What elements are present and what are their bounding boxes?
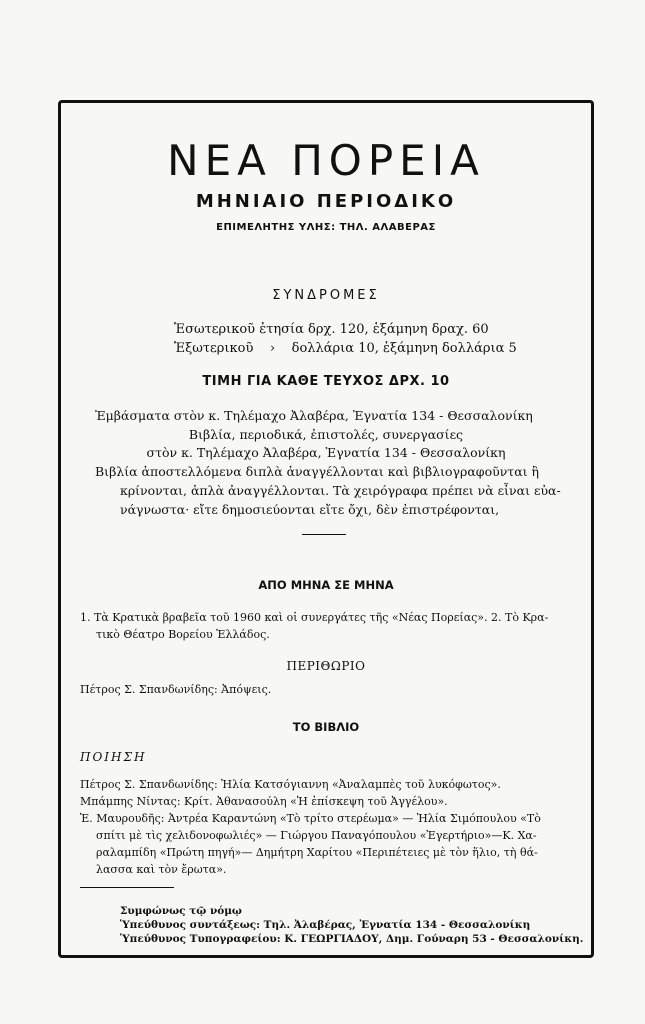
footer-printer-responsible: Ὑπεύθυνος Τυπογραφείου: Κ. ΓΕΩΡΓΙΑΔΟΥ, Δημ. Γούναρη 53 - Θεσσαλονίκη.: [120, 933, 584, 945]
footer-legal: Συμφώνως τῷ νόμῳ: [120, 905, 242, 917]
notice-line-4: Βιβλία ἀποστελλόμενα διπλὰ ἀναγγέλλονται καὶ βιβλιογραφοῦνται ἢ: [95, 464, 540, 479]
month-section-heading: ΑΠΟ ΜΗΝΑ ΣΕ ΜΗΝΑ: [258, 578, 394, 592]
subscription-abroad: Ἐξωτερικοῦ › δολλάρια 10, ἑξάμηνη δολλάρια 5: [174, 341, 517, 356]
poetry-line-1: Πέτρος Σ. Σπανδωνίδης: Ἡλία Κατσόγιαννη «Ἀναλαμπὲς τοῦ λυκόφωτος».: [80, 778, 501, 791]
poetry-line-5: ραλαμπίδη «Πρώτη πηγή»— Δημήτρη Χαρίτου «Περιπέτειες μὲ τὸν ἥλιο, τὴ θά-: [96, 846, 538, 859]
poetry-line-3: Ἑ. Μαυρουδῆς: Ἀντρέα Καραντώνη «Τὸ τρίτο στερέωμα» — Ἡλία Σιμόπουλου «Τὸ: [80, 812, 541, 825]
notice-line-5: κρίνονται, ἁπλὰ ἀναγγέλλονται. Τὰ χειρόγραφα πρέπει νὰ εἶναι εὐα-: [120, 483, 561, 498]
section-divider: [302, 534, 346, 535]
month-line-1: 1. Τὰ Κρατικὰ βραβεῖα τοῦ 1960 καὶ οἱ συνεργάτες τῆς «Νέας Πορείας». 2. Τὸ Κρα-: [80, 611, 549, 624]
notice-line-6: νάγνωστα· εἴτε δημοσιεύονται εἴτε ὄχι, δὲν ἐπιστρέφονται,: [120, 502, 500, 517]
issue-price: ΤΙΜΗ ΓΙΑ ΚΑΘΕ ΤΕΥΧΟΣ ΔΡΧ. 10: [202, 374, 450, 389]
subscriptions-heading: ΣΥΝΔΡΟΜΕΣ: [272, 288, 380, 303]
editor-line: ΕΠΙΜΕΛΗΤΗΣ ΥΛΗΣ: ΤΗΛ. ΑΛΑΒΕΡΑΣ: [216, 222, 436, 233]
footer-editor-responsible: Ὑπεύθυνος συντάξεως: Τηλ. Ἀλαβέρας, Ἐγνατία 134 - Θεσσαλονίκη: [120, 919, 531, 931]
margin-line: Πέτρος Σ. Σπανδωνίδης: Ἀπόψεις.: [80, 683, 272, 696]
footer-rule: [80, 887, 174, 888]
notice-line-2: Βιβλία, περιοδικά, ἐπιστολές, συνεργασίες: [188, 427, 464, 442]
notice-line-1: Ἐμβάσματα στὸν κ. Τηλέμαχο Ἀλαβέρα, Ἐγνατία 134 - Θεσσαλονίκη: [95, 408, 533, 423]
month-line-2: τικὸ Θέατρο Βορείου Ἑλλάδος.: [96, 628, 270, 641]
poetry-line-4: σπίτι μὲ τὶς χελιδονοφωλιές» — Γιώργου Παναγόπουλου «Ἐγερτήριο»—Κ. Χα-: [96, 829, 537, 842]
notice-line-3: στὸν κ. Τηλέμαχο Ἀλαβέρα, Ἐγνατία 134 - Θεσσαλονίκη: [146, 445, 506, 460]
book-section-heading: ΤΟ ΒΙΒΛΙΟ: [292, 720, 360, 734]
magazine-title: ΝΕΑ ΠΟΡΕΙΑ: [167, 136, 485, 185]
subscription-domestic: Ἐσωτερικοῦ ἐτησία δρχ. 120, ἑξάμηνη δραχ. 60: [174, 322, 489, 337]
poetry-line-6: λασσα καὶ τὸν ἔρωτα».: [96, 863, 227, 876]
margin-section-heading: ΠΕΡΙΘΩΡΙΟ: [286, 659, 366, 673]
poetry-heading: ΠΟΙΗΣΗ: [80, 750, 147, 764]
magazine-subtitle: ΜΗΝΙΑΙΟ ΠΕΡΙΟΔΙΚΟ: [195, 191, 457, 212]
poetry-line-2: Μπάμπης Νίντας: Κρίτ. Ἀθανασούλη «Ἡ ἐπίσκεψη τοῦ Ἀγγέλου».: [80, 795, 448, 808]
